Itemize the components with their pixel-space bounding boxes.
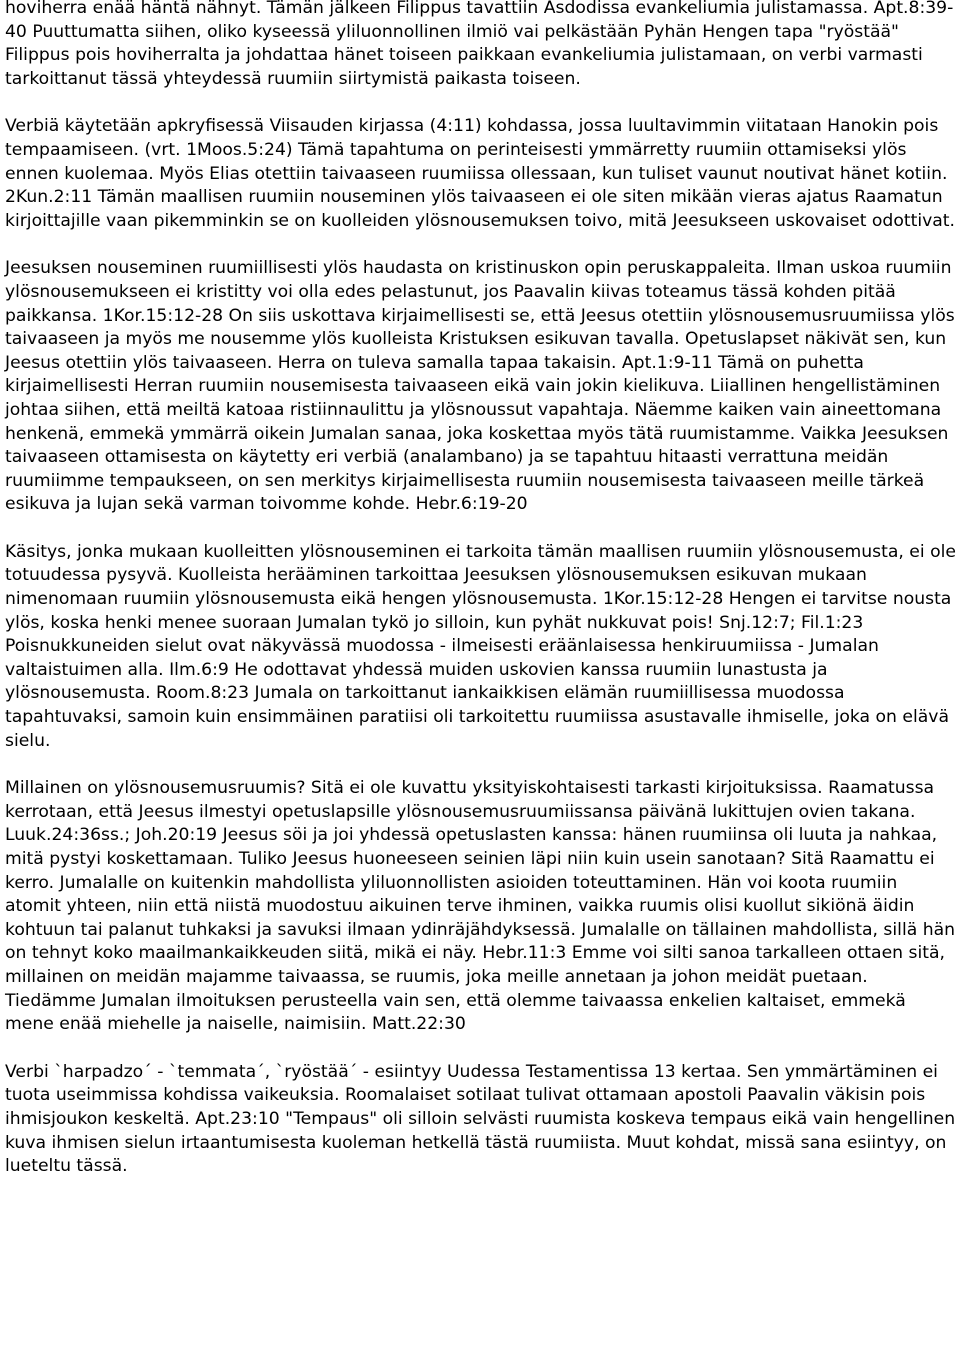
paragraph-4: Käsitys, jonka mukaan kuolleitten ylösnouseminen ei tarkoita tämän maallisen ruumiin ylösnousemusta, ei ole totuudessa pysyvä. Kuolleista herääminen tarkoittaa Jeesuksen ylösnousemuksen esikuvan mukaan nimenomaan ruumiin ylösnousemusta eikä hengen ylösnousemusta. 1Kor.15:12-28 Hengen ei tarvitse nousta ylös, koska henki menee suoraan Jumalan tykö jo silloin, kun pyhät nukkuvat pois! Snj.12:7; Fil.1:23 Poisnukkuneiden sielut ovat näkyvässä muodossa - ilmeisesti eräänlaisessa henkiruumiissa - Jumalan valtaistuimen alla. Ilm.6:9 He odottavat yhdessä muiden uskovien kanssa ruumiin lunastusta ja ylösnousemusta. Room.8:23 Jumala on tarkoittanut iankaikkisen elämän ruumiillisessa muodossa tapahtuvaksi, samoin kuin ensimmäinen paratiisi oli tarkoitettu ruumiissa asustavalle ihmiselle, joka on elävä sielu. xyxy=(5,541,956,751)
paragraph-6: Verbi `harpadzo´ - `temmata´, `ryöstää´ - esiintyy Uudessa Testamentissa 13 kertaa. Sen ymmärtäminen ei tuota useimmissa kohdissa vaikeuksia. Roomalaiset sotilaat tulivat ottamaan apostoli Paavalin väkisin pois ihmisjoukon keskeltä. Apt.23:10 "Tempaus" oli silloin selvästi ruumista koskeva tempaus eikä vain hengellinen kuva ihmisen sielun irtaantumisesta kuoleman hetkellä tästä ruumiista. Muut kohdat, missä sana esiintyy, on lueteltu tässä. xyxy=(5,1061,956,1177)
paragraph-5: Millainen on ylösnousemusruumis? Sitä ei ole kuvattu yksityiskohtaisesti tarkasti kirjoituksissa. Raamatussa kerrotaan, että Jeesus ilmestyi opetuslapsille ylösnousemusruumiissansa päivänä lukittujen ovien takana. Luuk.24:36ss.; Joh.20:19 Jeesus söi ja joi yhdessä opetuslasten kanssa: hänen ruumiinsa oli luuta ja nahkaa, mitä pystyi koskettamaan. Tuliko Jeesus huoneeseen seinien läpi niin kuin usein sanotaan? Sitä Raamattu ei kerro. Jumalalle on kuitenkin mahdollista yliluonnollisten asioiden toteuttaminen. Hän voi koota ruumiin atomit yhteen, niin että niistä muodostuu aikuinen terve ihminen, vaikka ruumis olisi kuollut sikiönä äidin kohtuun tai palanut tuhkaksi ja savuksi ilmaan ydinräjähdyksessä. Jumalalle on tällainen mahdollista, sillä hän on tehnyt koko maailmankaikkeuden siitä, mikä ei näy. Hebr.11:3 Emme voi silti sanoa tarkalleen ottaen sitä, millainen on meidän majamme taivaassa, se ruumis, joka meille annetaan ja johon meidät puetaan. Tiedämme Jumalan ilmoituksen perusteella vain sen, että olemme taivaassa enkelien kaltaiset, emmekä mene enää miehelle ja naiselle, naimisiin. Matt.22:30 xyxy=(5,778,956,1035)
paragraph-2: Verbiä käytetään apkryfisessä Viisauden kirjassa (4:11) kohdassa, jossa luultavimmin viitataan Hanokin pois tempaamiseen. (vrt. 1Moos.5:24) Tämä tapahtuma on perinteisesti ymmärretty ruumiin ottamiseksi ylös ennen kuolemaa. Myös Elias otettiin taivaaseen ruumiissa ollessaan, kun tuliset vaunut noutivat hänet kotiin. 2Kun.2:11 Tämän maallisen ruumiin nouseminen ylös taivaaseen ei ole siten mikään vieras ajatus Raamatun kirjoittajille vaan pikemminkin se on kuolleiden ylösnousemuksen toivo, mitä Jeesukseen uskovaiset odottivat. xyxy=(5,116,955,231)
document-page xyxy=(5,0,957,1179)
paragraph-1: hoviherra enää häntä nähnyt. Tämän jälkeen Filippus tavattiin Asdodissa evankeliumia julistamassa. Apt.8:39-40 Puuttumatta siihen, oliko kyseessä yliluonnollinen ilmiö vai pelkästään Pyhän Hengen tapa "ryöstää" Filippus pois hoviherralta ja johdattaa hänet toiseen paikkaan evankeliumia julistamaan, on verbi varmasti tarkoittanut tässä yhteydessä ruumiin siirtymistä paikasta toiseen. xyxy=(5,0,954,89)
paragraph-3: Jeesuksen nouseminen ruumiillisesti ylös haudasta on kristinuskon opin peruskappaleita. Ilman uskoa ruumiin ylösnousemukseen ei kristitty voi olla edes pelastunut, jos Paavalin kiivas toteamus tässä kohden pitää paikkansa. 1Kor.15:12-28 On siis uskottava kirjaimellisesti se, että Jeesus otettiin ylösnousemusruumiissa ylös taivaaseen ja myös me nousemme ylös kuolleista Kristuksen esikuvan tavalla. Opetuslapset näkivät sen, kun Jeesus otettiin ylös taivaaseen. Herra on tuleva samalla tapaa takaisin. Apt.1:9-11 Tämä on puhetta kirjaimellisesti Herran ruumiin nousemisesta taivaaseen eikä vain jokin kielikuva. Liiallinen hengellistäminen johtaa siihen, että meiltä katoaa ristiinnaulittu ja ylösnoussut vapahtaja. Näemme kaiken vain aineettomana henkenä, emmekä ymmärrä oikein Jumalan sanaa, joka koskettaa myös tätä ruumistamme. Vaikka Jeesuksen taivaaseen ottamisesta on käytetty eri verbiä (analambano) ja se tapahtuu hitaasti verrattuna meidän ruumiimme tempaukseen, on sen merkitys kirjaimellisesta ruumiin nousemisesta taivaaseen meille tärkeä esikuva ja lujan sekä varman toivomme kohde. Hebr.6:19-20 xyxy=(5,258,955,515)
